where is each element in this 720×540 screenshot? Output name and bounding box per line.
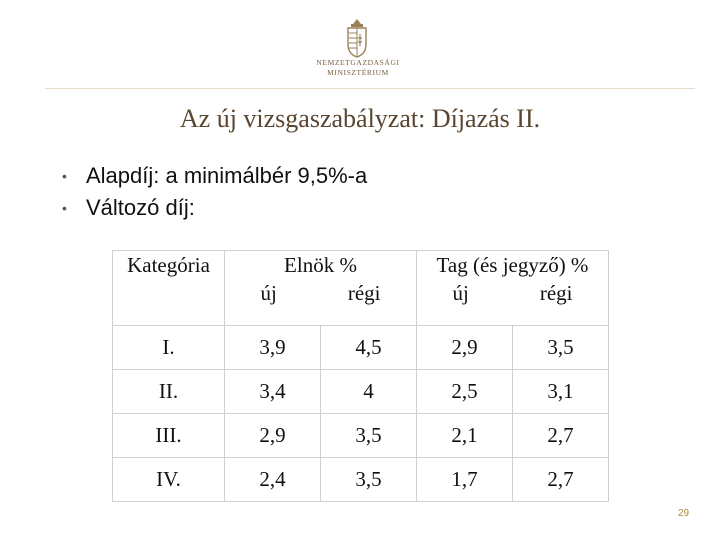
cell-chair-new: 3,9: [225, 326, 321, 370]
page-number: 29: [678, 508, 690, 519]
ministry-logo-text: [300, 58, 416, 78]
ministry-line-1: NEMZETGAZDASÁGI: [316, 58, 400, 67]
cell-chair-old: 3,5: [321, 458, 417, 502]
header-member: Tag (és jegyző) % új régi: [417, 251, 609, 326]
cell-member-new: 2,5: [417, 370, 513, 414]
ministry-line-2: MINISZTÉRIUM: [327, 68, 389, 77]
header-divider: [45, 88, 695, 89]
table-row: [113, 370, 609, 414]
table-row: [113, 414, 609, 458]
cell-category: IV.: [113, 458, 225, 502]
bullet-text: Változó díj:: [86, 195, 195, 220]
cell-category: I.: [113, 326, 225, 370]
slide-title: Az új vizsgaszabályzat: Díjazás II.: [179, 104, 541, 133]
cell-member-new: 2,9: [417, 326, 513, 370]
table-header-row: [113, 251, 609, 326]
cell-chair-old: 4,5: [321, 326, 417, 370]
table-row: [113, 326, 609, 370]
bullet-dot-icon: •: [62, 200, 67, 216]
header-member-old: régi: [539, 281, 573, 305]
bullet-dot-icon: •: [62, 168, 67, 184]
cell-member-new: 1,7: [417, 458, 513, 502]
cell-category: III.: [113, 414, 225, 458]
cell-member-new: 2,1: [417, 414, 513, 458]
header-member-new: új: [452, 281, 469, 305]
header-category: Kategória: [113, 251, 225, 326]
cell-chair-new: 3,4: [225, 370, 321, 414]
cell-chair-new: 2,9: [225, 414, 321, 458]
cell-member-old: 3,5: [513, 326, 609, 370]
bullet-item: [62, 160, 367, 192]
table-row: [113, 458, 609, 502]
fee-table: [112, 250, 609, 502]
cell-member-old: 2,7: [513, 414, 609, 458]
cell-chair-new: 2,4: [225, 458, 321, 502]
header-chair-old: régi: [347, 281, 381, 305]
header-chair-new: új: [260, 281, 277, 305]
bullet-item: [62, 192, 367, 224]
cell-chair-old: 3,5: [321, 414, 417, 458]
coat-of-arms-icon: [344, 18, 370, 58]
cell-category: II.: [113, 370, 225, 414]
cell-chair-old: 4: [321, 370, 417, 414]
cell-member-old: 2,7: [513, 458, 609, 502]
bullet-text: Alapdíj: a minimálbér 9,5%-a: [86, 163, 368, 188]
bullet-list: [62, 160, 367, 224]
cell-member-old: 3,1: [513, 370, 609, 414]
header-chair: Elnök % új régi: [225, 251, 417, 326]
